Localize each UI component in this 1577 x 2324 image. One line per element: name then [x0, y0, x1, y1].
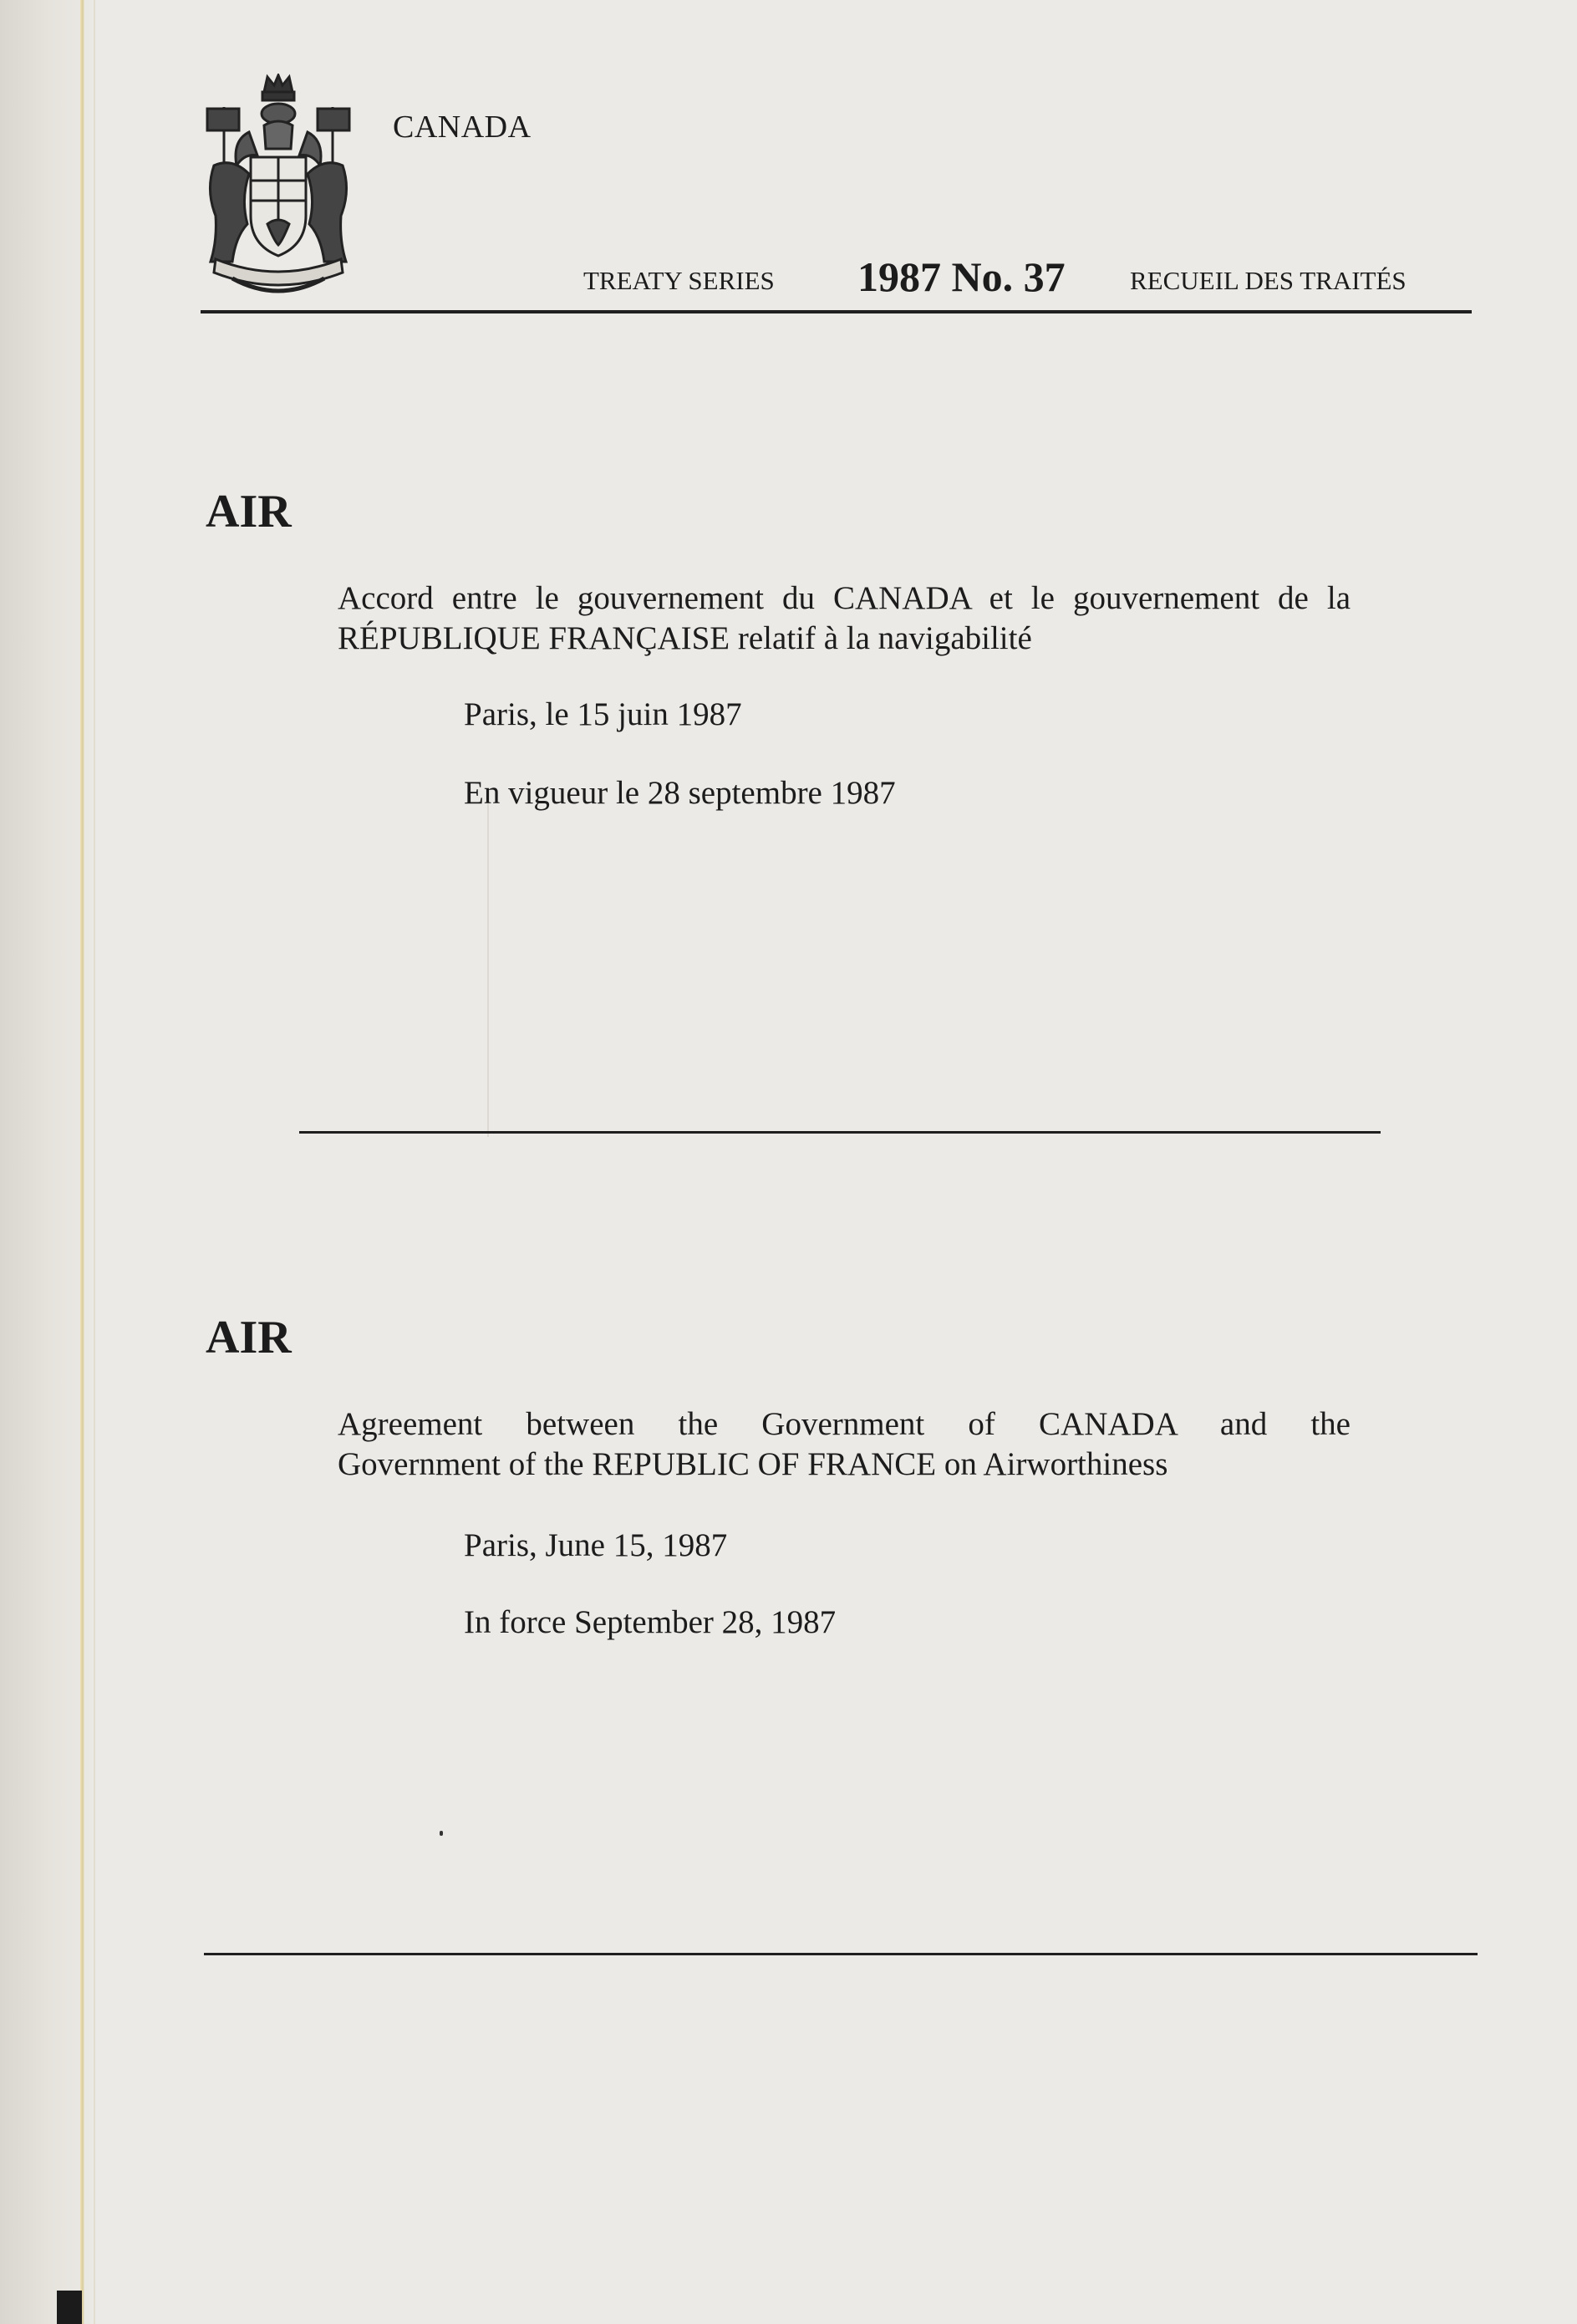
country-name: CANADA [393, 110, 532, 145]
section-heading-french: AIR [206, 486, 292, 538]
agreement-title-english-line2: Government of the REPUBLIC OF FRANCE on Airworthiness [338, 1446, 1168, 1482]
in-force-date-english: In force September 28, 1987 [464, 1604, 837, 1640]
agreement-title-english-line1: Agreement between the Government of CANADA and the [338, 1406, 1351, 1442]
paper-crease [487, 803, 489, 1137]
header-divider [201, 310, 1472, 313]
series-label-english: TREATY SERIES [583, 266, 775, 295]
ink-speck [440, 1831, 443, 1836]
signing-date-english: Paris, June 15, 1987 [464, 1527, 728, 1563]
section-divider [299, 1131, 1381, 1134]
section-heading-english: AIR [206, 1312, 292, 1363]
agreement-title-english [338, 1404, 1351, 1485]
series-label-french: RECUEIL DES TRAITÉS [1130, 266, 1407, 295]
page-gutter-shadow [0, 0, 92, 2324]
binding-edge-inner [94, 0, 95, 2324]
footer-divider [204, 1953, 1478, 1955]
signing-date-french: Paris, le 15 juin 1987 [464, 696, 742, 732]
coat-of-arms-icon [199, 74, 358, 299]
binding-edge [80, 0, 84, 2324]
agreement-title-french: Accord entre le gouvernement du CANADA et le gouvernement de la RÉPUBLIQUE FRANÇAISE relatif à la navigabilité [338, 580, 1351, 656]
in-force-date-french: En vigueur le 28 septembre 1987 [464, 775, 896, 811]
page-corner-shadow [57, 2291, 82, 2324]
issue-number: 1987 No. 37 [857, 253, 1066, 300]
